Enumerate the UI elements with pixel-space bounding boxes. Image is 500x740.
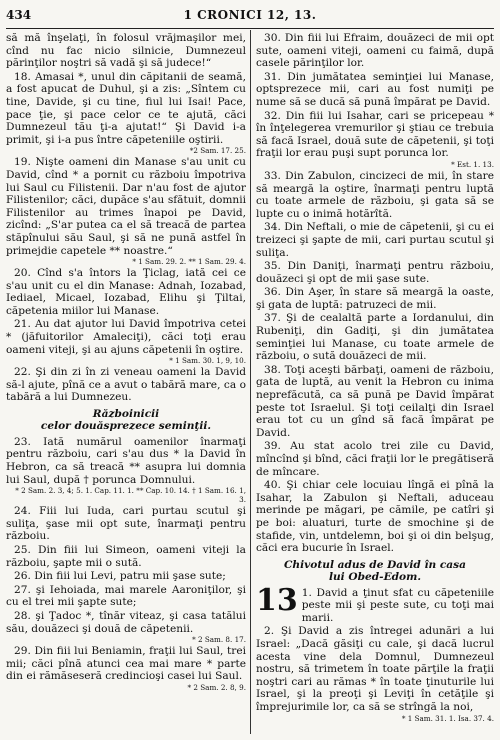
verse-paragraph (6, 436, 246, 504)
running-head: 1 CRONICI 12, 13. (183, 8, 317, 22)
verse-text: 32. Din fiii lui Isahar, cari se pricepeau * în înţelegerea vremurilor şi ştiau ce trebuia să facă Israel, două sute de căpetenii, şi toţi fraţii lor erau puşi supt porunca lor. (256, 109, 494, 160)
verse-text: 1. David a ţinut sfat cu căpeteniile peste mii şi peste sute, cu toţi mai marii. (301, 586, 494, 624)
verse-text: 23. Iată numărul oamenilor înarmaţi pentru războiu, cari s'au dus * la David în Hebron, ca să treacă ** asupra lui domnia lui Saul, după † porunca Domnului. (6, 435, 246, 486)
section-heading (256, 559, 494, 584)
verse-paragraph (256, 364, 494, 440)
verse-paragraph (6, 505, 246, 543)
verse-text: 18. Amasai *, unul din căpitanii de seamă, a fost apucat de Duhul, şi a zis: „Sîntem cu tine, Davide, şi cu tine, fiul lui Isai! Pace, pace ţie, şi pace celor ce te ajută, căci Dumnezeul tău ţi-a ajutat!“ Şi David i-a primit, şi i-a pus între căpeteniile oştirii. (6, 70, 246, 146)
verse-text: 31. Din jumătatea seminţiei lui Manase, optsprezece mii, cari au fost numiţi pe nume să se ducă să pună împărat pe David. (256, 70, 494, 108)
verse-paragraph (6, 610, 246, 644)
verse-text: 20. Cînd s'a întors la Ţiclag, iată cei ce s'au unit cu el din Manase: Adnah, Iozabad, Iediael, Micael, Iozabad, Elihu şi Ţiltai, căpetenia miilor lui Manase. (6, 267, 246, 317)
verse-text: 27. şi Iehoiada, mai marele Aaroniţilor, şi cu el trei mii şapte sute; (6, 583, 246, 609)
verse-text: 24. Fiii lui Iuda, cari purtau scutul şi suliţa, şase mii opt sute, înarmaţi pentru războiu. (6, 505, 246, 543)
verse-text: 30. Din fiii lui Efraim, douăzeci de mii opt sute, oameni viteji, oameni cu faimă, după casele părinţilor lor. (256, 32, 494, 70)
section-heading-line: lui Obed-Edom. (328, 571, 422, 584)
right-column (256, 32, 494, 736)
verse-paragraph (256, 71, 494, 109)
verse-paragraph (256, 479, 494, 555)
section-heading-line: Războinicii (92, 408, 160, 421)
verse-text: 34. Din Neftali, o mie de căpetenii, şi cu ei treizeci şi şapte de mii, cari purtau scutul şi suliţa. (256, 221, 494, 259)
verse-paragraph (6, 71, 246, 156)
verse-text: 19. Nişte oameni din Manase s'au unit cu David, cînd * a pornit cu războiu împotriva lui Saul cu Filistenii. Dar n'au fost de ajutor Filistenilor; căci, dupăce s'au sfătuit, domnii Filistenilor au trimes înapoi pe David, zicînd: „S'ar putea ca el să treacă de partea stăpînului său Saul, şi să ne pună astfel în primejdie capetele ** noastre.“ (6, 156, 246, 257)
verse-text: 2. Şi David a zis întregei adunări a lui Israel: „Dacă găsiţi cu cale, şi dacă lucrul acesta vine dela Domnul, Dumnezeul nostru, să trimetem în toate părţile la fraţii noştri cari au rămas * în toate ţinuturile lui Israel, şi la preoţi şi Leviţi în cetăţile şi împrejurimile lor, ca să se strîngă la noi, (256, 625, 494, 713)
cross-reference: * Est. 1. 13. (451, 159, 494, 169)
verse-paragraph (256, 110, 494, 169)
verse-text: să mă înşelaţi, în folosul vrăjmaşilor mei, cînd nu fac nicio silnicie, Dumnezeul părinţilor noştri să vadă şi să judece!“ (6, 32, 246, 70)
cross-reference: * 1 Sam. 31. 1. Isa. 37. 4. (401, 713, 494, 723)
verse-paragraph (6, 267, 246, 317)
verse-paragraph (256, 260, 494, 285)
cross-reference: * 1 Sam. 29. 2. ** 1 Sam. 29. 4. (132, 257, 246, 267)
chapter-start-paragraph (256, 582, 494, 625)
verse-text: 36. Din Aşer, în stare să meargă la oaste, şi gata de luptă: patruzeci de mii. (256, 286, 494, 311)
verse-text: 33. Din Zabulon, cincizeci de mii, în stare să meargă la oştire, înarmaţi pentru luptă cu toate armele de războiu, şi gata să se lupte cu o inimă hotărîtă. (256, 169, 494, 220)
page-header (6, 8, 494, 26)
verse-paragraph (256, 170, 494, 220)
left-column (6, 32, 246, 736)
verse-text: 38. Toţi aceşti bărbaţi, oameni de războiu, gata de luptă, au venit la Hebron cu inima neprefăcută, ca să pună pe David împărat peste tot Israelul. Şi toţi ceilalţi din Israel erau tot cu un gînd să facă împărat pe David. (256, 363, 494, 439)
verse-paragraph (256, 32, 494, 70)
cross-reference: * 2 Sam. 2. 8, 9. (187, 682, 246, 692)
verse-paragraph (6, 544, 246, 569)
verse-paragraph (256, 221, 494, 259)
verse-paragraph (6, 584, 246, 609)
verse-paragraph (256, 286, 494, 311)
section-heading-line: celor douăsprezece seminţii. (40, 420, 212, 433)
verse-paragraph (6, 645, 246, 692)
verse-text: 37. Şi de cealaltă parte a Iordanului, din Rubeniţi, din Gadiţi, şi din jumătatea seminţiei lui Manase, cu toate armele de războiu, o sută douăzeci de mii. (256, 312, 494, 363)
verse-paragraph (256, 625, 494, 722)
verse-paragraph (6, 156, 246, 266)
verse-text: 21. Au dat ajutor lui David împotriva cetei * (jăfuitorilor Amaleciţi), căci toţi erau oameni viteji, şi au ajuns căpetenii în oştire. (6, 318, 246, 356)
cross-reference: * 2 Sam. 2. 3, 4; 5. 1. Cap. 11. 1. ** Cap. 10. 14. † 1 Sam. 16. 1, 3. (15, 486, 246, 505)
page-number: 434 (6, 8, 32, 22)
verse-text: 28. şi Ţadoc *, tînăr viteaz, şi casa tatălui său, douăzeci şi două de căpetenii. (6, 609, 246, 635)
cross-reference: *2 Sam. 17. 25. (189, 146, 246, 156)
cross-reference: * 2 Sam. 8. 17. (192, 635, 246, 645)
section-heading-line: Chivotul adus de David în casa (283, 558, 467, 571)
verse-text: 25. Din fiii lui Simeon, oameni viteji la războiu, şapte mii o sută. (6, 544, 246, 569)
verse-paragraph (6, 318, 246, 365)
chapter-number: 13 (256, 582, 298, 618)
section-heading (6, 408, 246, 433)
verse-text: 22. Şi din zi în zi veneau oameni la David să-l ajute, pînă ce a avut o tabără mare, ca o tabără a lui Dumnezeu. (6, 366, 246, 404)
verse-paragraph (6, 570, 246, 583)
verse-text: 29. Din fiii lui Beniamin, fraţii lui Saul, trei mii; căci pînă atunci cea mai mare * parte din ei rămăseseră credincioşi casei lui Saul. (6, 645, 246, 683)
verse-paragraph (6, 366, 246, 404)
verse-paragraph (256, 312, 494, 362)
verse-text: 35. Din Daniţi, înarmaţi pentru războiu, douăzeci şi opt de mii şase sute. (256, 260, 494, 285)
verse-text: 26. Din fiii lui Levi, patru mii şase sute; (14, 570, 226, 583)
verse-text: 40. Şi chiar cele locuiau lîngă ei pînă la Isahar, la Zabulon şi Neftali, aduceau merinde pe măgari, pe cămile, pe catîri şi pe boi: aluaturi, turte de smochine şi de stafide, vin, untdelemn, boi şi oi din belşug, căci era bucurie în Israel. (256, 479, 494, 555)
verse-text: 39. Au stat acolo trei zile cu David, mîncînd şi bînd, căci fraţii lor le pregătiseră de mîncare. (256, 440, 494, 478)
header-rule (6, 28, 494, 29)
column-divider (250, 30, 251, 734)
verse-paragraph (6, 32, 246, 70)
verse-paragraph (256, 440, 494, 478)
cross-reference: * 1 Sam. 30. 1, 9, 10. (169, 356, 246, 366)
